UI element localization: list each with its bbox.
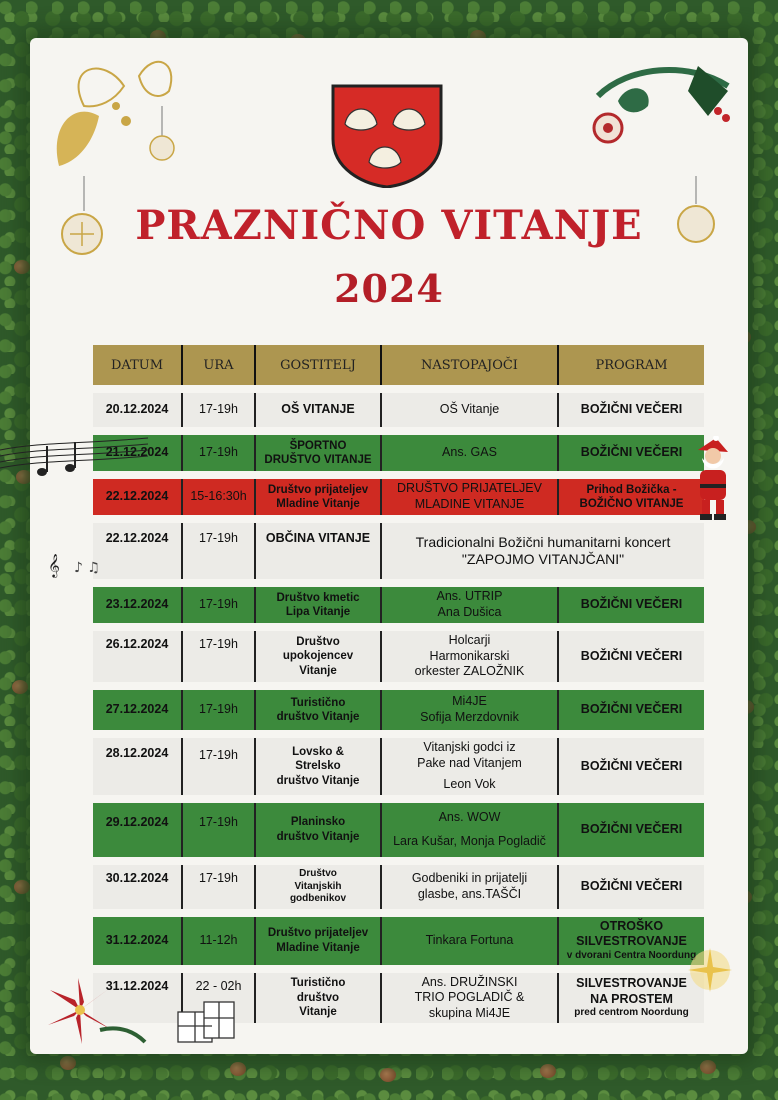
table-row	[93, 435, 704, 471]
event-time: 17-19h	[182, 803, 255, 857]
table-row	[93, 803, 704, 857]
event-time: 17-19h	[182, 865, 255, 909]
table-row	[93, 631, 704, 682]
event-date: 22.12.2024	[93, 523, 182, 579]
column-header-datum: DATUM	[93, 345, 182, 385]
music-notes-decoration	[0, 432, 150, 582]
event-date: 29.12.2024	[93, 803, 182, 857]
event-time: 17-19h	[182, 587, 255, 623]
table-row	[93, 917, 704, 965]
pinecone-icon	[230, 1062, 246, 1076]
poinsettia-decoration	[30, 970, 150, 1050]
event-program: BOŽIČNI VEČERI	[558, 865, 704, 909]
event-host: Društvo kmetic Lipa Vitanje	[255, 587, 381, 623]
event-performers: Ans. WOW Lara Kušar, Monja Pogladič	[381, 803, 558, 857]
event-performers: Godbeniki in prijatelji glasbe, ans.TAŠČI	[381, 865, 558, 909]
santa-claus-icon	[688, 436, 738, 524]
table-row	[93, 393, 704, 427]
poster-title: PRAZNIČNO VITANJE	[135, 202, 643, 249]
event-program: BOŽIČNI VEČERI	[558, 803, 704, 857]
event-time: 17-19h	[182, 738, 255, 795]
event-date: 31.12.2024	[93, 973, 182, 1024]
event-date: 23.12.2024	[93, 587, 182, 623]
event-performers: DRUŠTVO PRIJATELJEV MLADINE VITANJE	[381, 479, 558, 515]
event-time: 15-16:30h	[182, 479, 255, 515]
event-program: Prihod Božička - BOŽIČNO VITANJE	[558, 479, 704, 515]
event-date: 26.12.2024	[93, 631, 182, 682]
event-date: 27.12.2024	[93, 690, 182, 730]
event-time: 17-19h	[182, 435, 255, 471]
event-host: Planinsko društvo Vitanje	[255, 803, 381, 857]
column-header-program: PROGRAM	[558, 345, 704, 385]
sparkles-decoration	[680, 940, 740, 1000]
event-date: 21.12.2024	[93, 435, 182, 471]
event-time: 17-19h	[182, 393, 255, 427]
event-time: 22 - 02h	[182, 973, 255, 1024]
event-program: BOŽIČNI VEČERI	[558, 738, 704, 795]
event-performers: OŠ Vitanje	[381, 393, 558, 427]
event-program: BOŽIČNI VEČERI	[558, 587, 704, 623]
column-header-gostitelj: GOSTITELJ	[255, 345, 381, 385]
pinecone-icon	[540, 1064, 556, 1078]
event-performers: Tinkara Fortuna	[381, 917, 558, 965]
event-host: Turistično društvo Vitanje	[255, 690, 381, 730]
table-header-row	[93, 345, 704, 385]
event-performers: Mi4JE Sofija Merzdovnik	[381, 690, 558, 730]
event-time: 17-19h	[182, 523, 255, 579]
event-time: 11-12h	[182, 917, 255, 965]
event-program: OTROŠKO SILVESTROVANJE v dvorani Centra Noordung	[558, 917, 704, 965]
svg-text:♪ ♫: ♪ ♫	[74, 560, 100, 576]
event-time: 17-19h	[182, 631, 255, 682]
event-date: 28.12.2024	[93, 738, 182, 795]
event-time: 17-19h	[182, 690, 255, 730]
table-row	[93, 738, 704, 795]
event-host: Turistično društvo Vitanje	[255, 973, 381, 1024]
event-performers: Ans. UTRIP Ana Dušica	[381, 587, 558, 623]
gift-boxes-icon	[174, 990, 254, 1050]
event-performers: Ans. GAS	[381, 435, 558, 471]
svg-text:𝄞: 𝄞	[48, 553, 60, 577]
event-host: Društvo upokojencev Vitanje	[255, 631, 381, 682]
event-host: ŠPORTNO DRUŠTVO VITANJE	[255, 435, 381, 471]
event-host: Lovsko & Strelsko društvo Vitanje	[255, 738, 381, 795]
pinecone-icon	[60, 1056, 76, 1070]
event-host: OBČINA VITANJE	[255, 523, 381, 579]
event-schedule-table	[93, 345, 704, 1023]
column-header-ura: URA	[182, 345, 255, 385]
table-row	[93, 865, 704, 909]
event-program: BOŽIČNI VEČERI	[558, 690, 704, 730]
column-header-nastopajoci: NASTOPAJOČI	[381, 345, 558, 385]
event-host: Društvo Vitanjskih godbenikov	[255, 865, 381, 909]
vitanje-coat-of-arms	[331, 84, 443, 188]
poster-year: 2024	[334, 266, 444, 311]
event-program: BOŽIČNI VEČERI	[558, 435, 704, 471]
table-row	[93, 523, 704, 579]
event-date: 22.12.2024	[93, 479, 182, 515]
pinecone-icon	[14, 880, 30, 894]
event-date: 31.12.2024	[93, 917, 182, 965]
event-performers: Ans. DRUŽINSKI TRIO POGLADIČ & skupina Mi4JE	[381, 973, 558, 1024]
event-host: OŠ VITANJE	[255, 393, 381, 427]
event-performers: Vitanjski godci iz Pake nad Vitanjem Leon Vok	[381, 738, 558, 795]
table-row	[93, 479, 704, 515]
event-concert: Tradicionalni Božični humanitarni koncert "ZAPOJMO VITANJČANI"	[381, 523, 704, 579]
event-host: Društvo prijateljev Mladine Vitanje	[255, 917, 381, 965]
event-program: BOŽIČNI VEČERI	[558, 393, 704, 427]
pinecone-icon	[380, 1068, 396, 1082]
event-date: 20.12.2024	[93, 393, 182, 427]
table-row	[93, 690, 704, 730]
event-program: BOŽIČNI VEČERI	[558, 631, 704, 682]
event-host: Društvo prijateljev Mladine Vitanje	[255, 479, 381, 515]
pinecone-icon	[700, 1060, 716, 1074]
event-date: 30.12.2024	[93, 865, 182, 909]
event-performers: Holcarji Harmonikarski orkester ZALOŽNIK	[381, 631, 558, 682]
pinecone-icon	[12, 680, 28, 694]
table-row	[93, 587, 704, 623]
event-program: SILVESTROVANJE NA PROSTEM pred centrom Noordung	[558, 973, 704, 1024]
